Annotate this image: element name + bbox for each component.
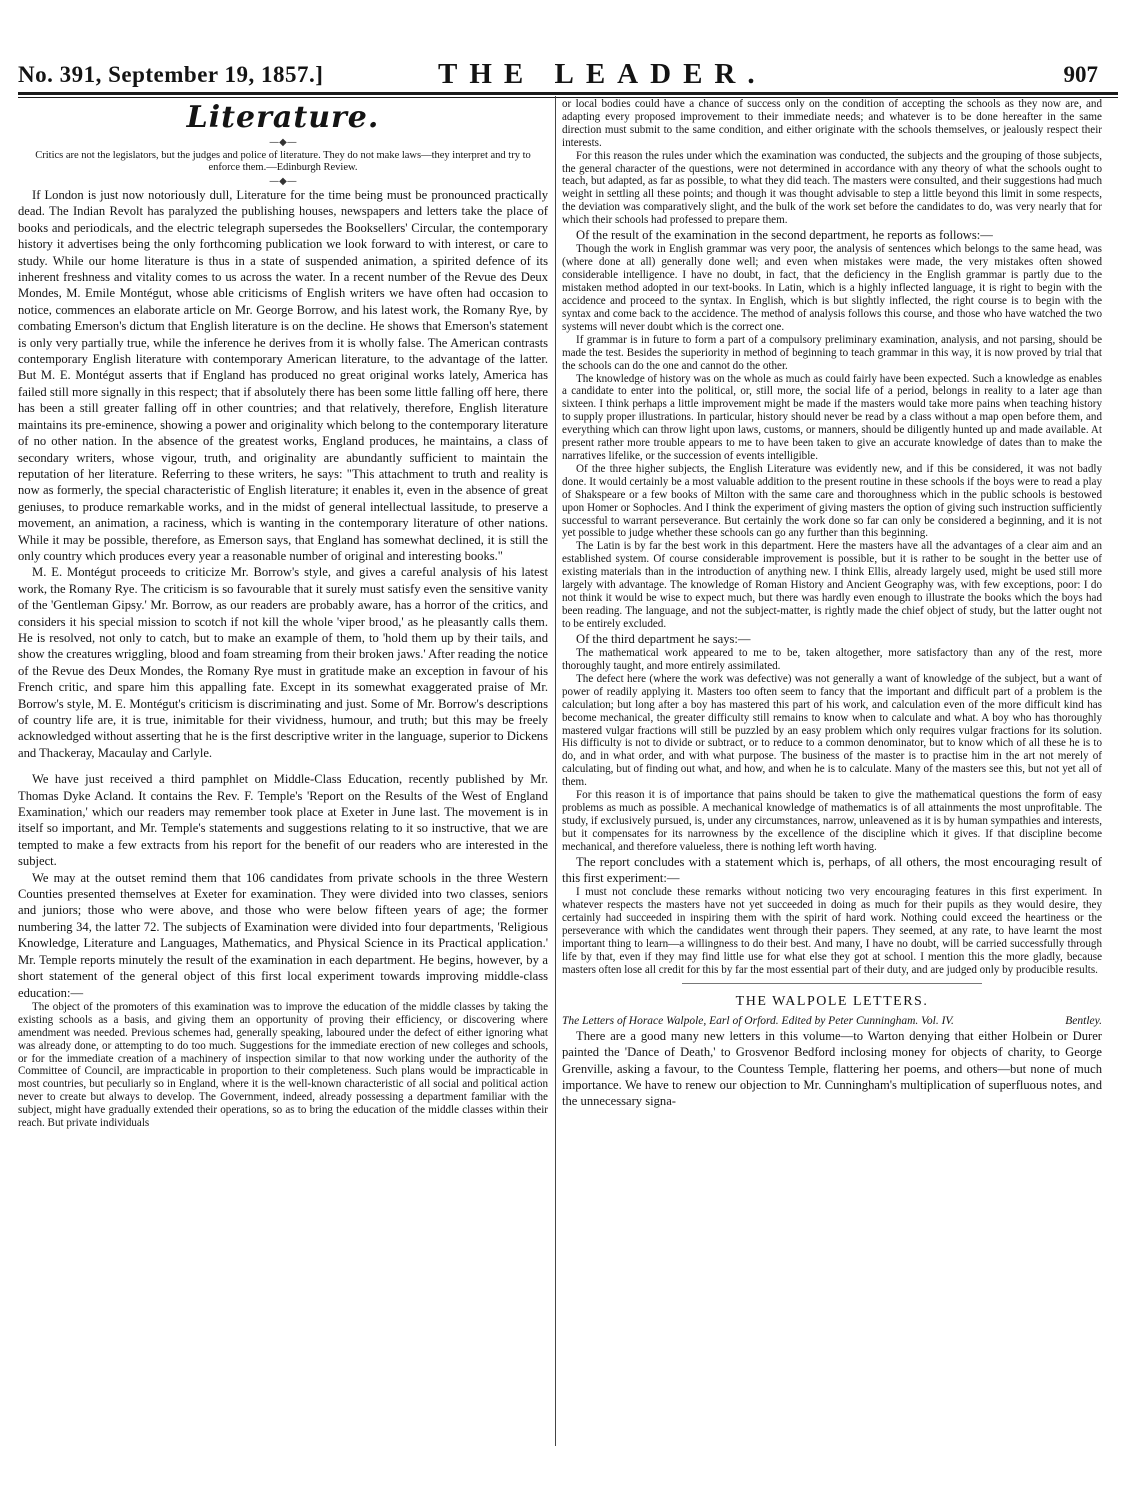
- quoted-paragraph: The object of the promoters of this examination was to improve the education of the middle classes by taking the existing schools as a basis, and giving them an opportunity of proving their efficiency, or discovering where amendment was needed. Previous schemes had, generally speaking, laboured under the defect of either ignoring what was already done, or attempting to do too much. Suggestions for the immediate erection of new colleges and schools, or for the immediate creation of a machinery of inspection similar to that now working under the authority of the Committee of Council, are impracticable in proportion to their completeness. Such plans would be impracticable in most countries, but peculiarly so in England, where it is the well-known characteristic of all social and political action never to create but always to develop. The Government, indeed, already possessing a department familiar with the subject, might have gradually extended their operations, so as to bring the education of the middle classes within their reach. But private individuals: [18, 1000, 548, 1130]
- quoted-paragraph: Of the three higher subjects, the English Literature was evidently new, and if this be considered, it was not badly done. It would certainly be a most valuable addition to the present routine in these schools if the boys were to read a play of Shakspeare or a few books of Milton with the same care and thoroughness which in the public schools is bestowed upon Homer or Sophocles. And I think the experiment of giving masters the option of giving such instruction sufficiently successful to warrant perseverance. But certainly the work done so far can only be considered a beginning, and it is not yet possible to judge whether these schools can go any further than this beginning.: [562, 462, 1102, 540]
- article-paragraph: There are a good many new letters in this volume—to Warton denying that either Holbein or Durer painted the 'Dance of Death,' to Grosvenor Bedford inclosing money for objects of charity, to George Grenville, asking a favour, to the Countess Temple, flattering her poems, and others—but none of much importance. We have to renew our objection to Mr. Cunningham's multiplication of superfluous notes, and the unnecessary signa-: [562, 1028, 1102, 1109]
- quoted-paragraph: The knowledge of history was on the whole as much as could fairly have been expected. Such a knowledge as enables a candidate to enter into the political, or, still more, the social life of a period, belongs in reality to a later age than sixteen. I think perhaps a little improvement might be made if the masters would take more pains when teaching history to supply proper illustrations. In particular, history should never be read by a class without a map open before them, and everything which can throw light upon laws, customs, or manners, should be diligently hunted up and made available. At present rather more trouble appears to me to have been taken to give an accurate knowledge of dates than to make the narratives lifelike, or the succession of events intelligible.: [562, 372, 1102, 462]
- left-column: [18, 98, 548, 1448]
- section-heading: Literature.: [186, 100, 380, 135]
- article-paragraph: Of the result of the examination in the second department, he reports as follows:—: [576, 228, 993, 243]
- newspaper-title: THE LEADER.: [438, 58, 767, 90]
- article-paragraph: We have just received a third pamphlet on Middle-Class Education, recently published by Mr. Thomas Dyke Acland. It contains the Rev. F. Temple's 'Report on the Results of the West of England Examination,' which our readers may remember took place at Exeter in June last. The movement is in itself so important, and Mr. Temple's statements and suggestions relating to it so instructive, that we are tempted to make a few extracts from his report for the benefit of our readers who are interested in the subject.: [18, 772, 548, 869]
- review-heading: THE WALPOLE LETTERS.: [735, 993, 929, 1009]
- right-column: [562, 98, 1102, 1448]
- quoted-paragraph: I must not conclude these remarks without noticing two very encouraging features in this first experiment. In whatever respects the masters have not yet succeeded in doing as much for their pupils as they would desire, they certainly had succeeded in inspiring them with the spirit of hard work. Nothing could exceed the heartiness or the perseverance with which the candidates went through their papers. They seemed, at any rate, to have learnt the most important thing to learn—a willingness to do their best. And many, I have no doubt, will be carried successfully through life by that, even if they may find little use for what else they got at school. I mention this the more gladly, because masters often lose all credit for this by far the most essential part of their duty, and are judged only by producible results.: [562, 886, 1102, 976]
- page-number: 907: [1063, 62, 1098, 87]
- article-paragraph: M. E. Montégut proceeds to criticize Mr. Borrow's style, and gives a careful analysis of his latest work, the Romany Rye. The criticism is so favourable that it surely must satisfy even the sensitive vanity of the 'Gentleman Gipsy.' Mr. Borrow, as our readers are probably aware, has a horror of the critics, and considers it his special mission to scotch if not kill the whole 'viper brood,' as he pleasantly calls them. He is resolved, not only to catch, but to make an example of them, to 'hold them up by their tails, and show the creatures wriggling, blood and foam streaming from their broken jaws.' After reading the notice of the Revue des Deux Mondes, the Romany Rye must in gratitude make an exception in favour of his French critic, and spare him this appalling fate. Except in its somewhat exaggerated praise of Mr. Borrow's style, M. E. Montégut's criticism is discriminating and just. Some of Mr. Borrow's descriptions of country life are, it is true, inimitable for their vividness, humour, and truth; but this may be freely acknowledged without asserting that he is the first descriptive writer in the language, superior to Dickens and Thackeray, Macaulay and Carlyle.: [18, 565, 548, 760]
- quoted-paragraph: or local bodies could have a chance of success only on the condition of accepting the schools as they now are, and adapting every proposed improvement to their immediate needs; and whatever is to be done hereafter in the same direction must submit to the same condition, and either originate with the schools themselves, or jealously respect their interests.: [562, 98, 1102, 149]
- book-citation: [562, 1014, 1102, 1028]
- quoted-paragraph: For this reason it is of importance that pains should be taken to give the mathematical questions the form of easy problems as much as possible. A mechanical knowledge of mathematics is of all attainments the most unprofitable. The study, if exclusively pursued, is, under any circumstances, narrow, unleavened as it is by human sympathies and interests, but it compensates for its narrowness by the excellence of the discipline which it gives. If that discipline become mechanical, and therefore valueless, there is nothing left worth having.: [562, 789, 1102, 853]
- article-paragraph: If London is just now notoriously dull, Literature for the time being must be pronounced practically dead. The Indian Revolt has paralyzed the publishing houses, newspapers and letters take the place of books and periodicals, and the electric telegraph supersedes the Booksellers' Circular, the contemporary history it advertises being the only forthcoming publication we look forward to with interest, or care to study. While our home literature is thus in a state of suspended animation, a spirited defence of its inherent freshness and vitality comes to us across the water. In a recent number of the Revue des Deux Mondes, M. Emile Montégut, whose able criticisms of English writers we have often had occasion to notice, commences an elaborate article on Mr. George Borrow, and his latest work, the Romany Rye, by combating Emerson's dictum that English literature is on the decline. He shows that Emerson's statement is only very partially true, while the inference he derives from it is wholly false. The American contrasts contemporary English literature with contemporary American literature, to the advantage of the latter. But M. E. Montégut asserts that if England has produced no great original works lately, America has failed still more signally in this respect; that if absolutely there has been some little falling off here, there has been a still greater falling off in other countries; and that relatively, therefore, English literature maintains its pre-eminence, showing a power and originality which belong to the contemporary literature of no other nation. In the absence of the greatest works, England produces, he maintains, a class of secondary writers, whose vigour, truth, and originality are abundantly sufficient to maintain the reputation of her literature. Referring to these writers, he says: "This attachment to truth and reality is now as formerly, the special characteristic of English literature; it enables it, even in the absence of great geniuses, to produce remarkable works, and in the midst of general intellectual lassitude, to preserve a movement, an animation, a raciness, which is wanting in the contemporary literature of other nations. While it may be possible, therefore, as Emerson says, that England has somewhat declined, it is still the only country which produces every year a reasonable number of original and interesting books.": [18, 188, 548, 563]
- paragraph-gap: [18, 761, 548, 771]
- masthead: [18, 58, 1118, 92]
- column-divider: [555, 96, 556, 1446]
- quoted-paragraph: The mathematical work appeared to me to be, taken altogether, more satisfactory than any of the rest, more thoroughly taught, and more entirely assimilated.: [562, 647, 1102, 672]
- article-paragraph: We may at the outset remind them that 106 candidates from private schools in the three Western Counties presented themselves at Exeter for examination. They were divided into two classes, seniors and juniors; those who were above, and those who were below fifteen years of age; the former numbering 34, the latter 72. The subjects of Examination were divided into four departments, 'Religious Knowledge, Literature and Languages, Mathematics, and Physical Science in its Practical application.' Mr. Temple reports minutely the result of the examination in each department. He begins, however, by a short statement of the general object of this first local experiment towards improving middle-class education:—: [18, 870, 548, 1000]
- quoted-paragraph: Though the work in English grammar was very poor, the analysis of sentences which belongs to the same head, was (where done at all) generally done well; and even when mistakes were made, the very mistakes often showed considerable intelligence. I have no doubt, in fact, that the deficiency in the English grammar is partly due to the mistaken method adopted in our text-books. In Latin, which is a highly inflected language, it is right to begin with the accidence and proceed to the syntax. In English, which is but slightly inflected, the right course is to begin with the syntax and come back to the accidence. The method of analysis follows this course, and those who have watched the two systems will never doubt which is the correct one.: [562, 243, 1102, 333]
- section-separator: [682, 983, 982, 984]
- quoted-paragraph: If grammar is in future to form a part of a compulsory preliminary examination, analysis, and not parsing, should be made the test. Besides the superiority in method of beginning to teach grammar in this way, it is now proved by trial that the schools can do the one and cannot do the other.: [562, 333, 1102, 372]
- article-paragraph: The report concludes with a statement which is, perhaps, of all others, the most encouraging result of this first experiment:—: [562, 854, 1102, 885]
- ornament-divider: —◆—: [269, 137, 297, 148]
- quoted-paragraph: The Latin is by far the best work in this department. Here the masters have all the advantages of a clear aim and an established system. Of course considerable improvement is possible, but it is rather to be sought in the better use of existing materials than in the introduction of anything new. I think Ellis, already largely used, might be used still more largely with advantage. The knowledge of Roman History and Ancient Geography was, with few exceptions, poor: I do not think it would be wise to expect much, but there was hardly even enough to illustrate the books which the boys had been reading. The language, and not the subject-matter, is rightly made the chief object of study, but the latter ought not to be entirely excluded.: [562, 540, 1102, 630]
- issue-line: No. 391, September 19, 1857.]: [18, 62, 324, 87]
- article-paragraph: Of the third department he says:—: [576, 631, 751, 646]
- quoted-paragraph: The defect here (where the work was defective) was not generally a want of knowledge of the subject, but a want of power of readily applying it. Masters too often seem to fancy that the important and difficult part of a problem is the calculation; but long after a boy has mastered this part of his work, and calculation even of the more difficult kind has become mechanical, the greater difficulty still remains to know when to calculate and what. A boy who has thoroughly mastered vulgar fractions will still be puzzled by an easy problem which only requires vulgar fractions for its solution. His difficulty is not to divide or subtract, or to reduce to a common denominator, but to know which of all these he is to do, and in what order, and with what purpose. The business of the master is to practise him in the art not merely of calculating, but of finding out what, and how, and when he is to calculate. Many of the masters see this, but not yet all of them.: [562, 672, 1102, 789]
- book-title: The Letters of Horace Walpole, Earl of Orford. Edited by Peter Cunningham. Vol. IV.: [562, 1014, 954, 1027]
- publisher-name: Bentley.: [1065, 1014, 1102, 1027]
- epigraph: Critics are not the legislators, but the judges and police of literature. They do not make laws—they interpret and try to enforce them.—Edinburgh Review.: [35, 150, 531, 173]
- quoted-paragraph: For this reason the rules under which the examination was conducted, the subjects and the grouping of those subjects, the general character of the questions, were not determined in accordance with any theory of what the schools ought to teach, but adapted, as far as possible, to what they did teach. The masters were consulted, and their suggestions had much weight in settling all these points; and though it was thought advisable to step a little beyond this limit in some respects, the deviation was comparatively slight, and the bulk of the work set before the candidates to do, was very nearly that for which their schools had professed to prepare them.: [562, 149, 1102, 227]
- masthead-rule-thick: [18, 92, 1118, 95]
- ornament-divider: —◆—: [269, 176, 297, 187]
